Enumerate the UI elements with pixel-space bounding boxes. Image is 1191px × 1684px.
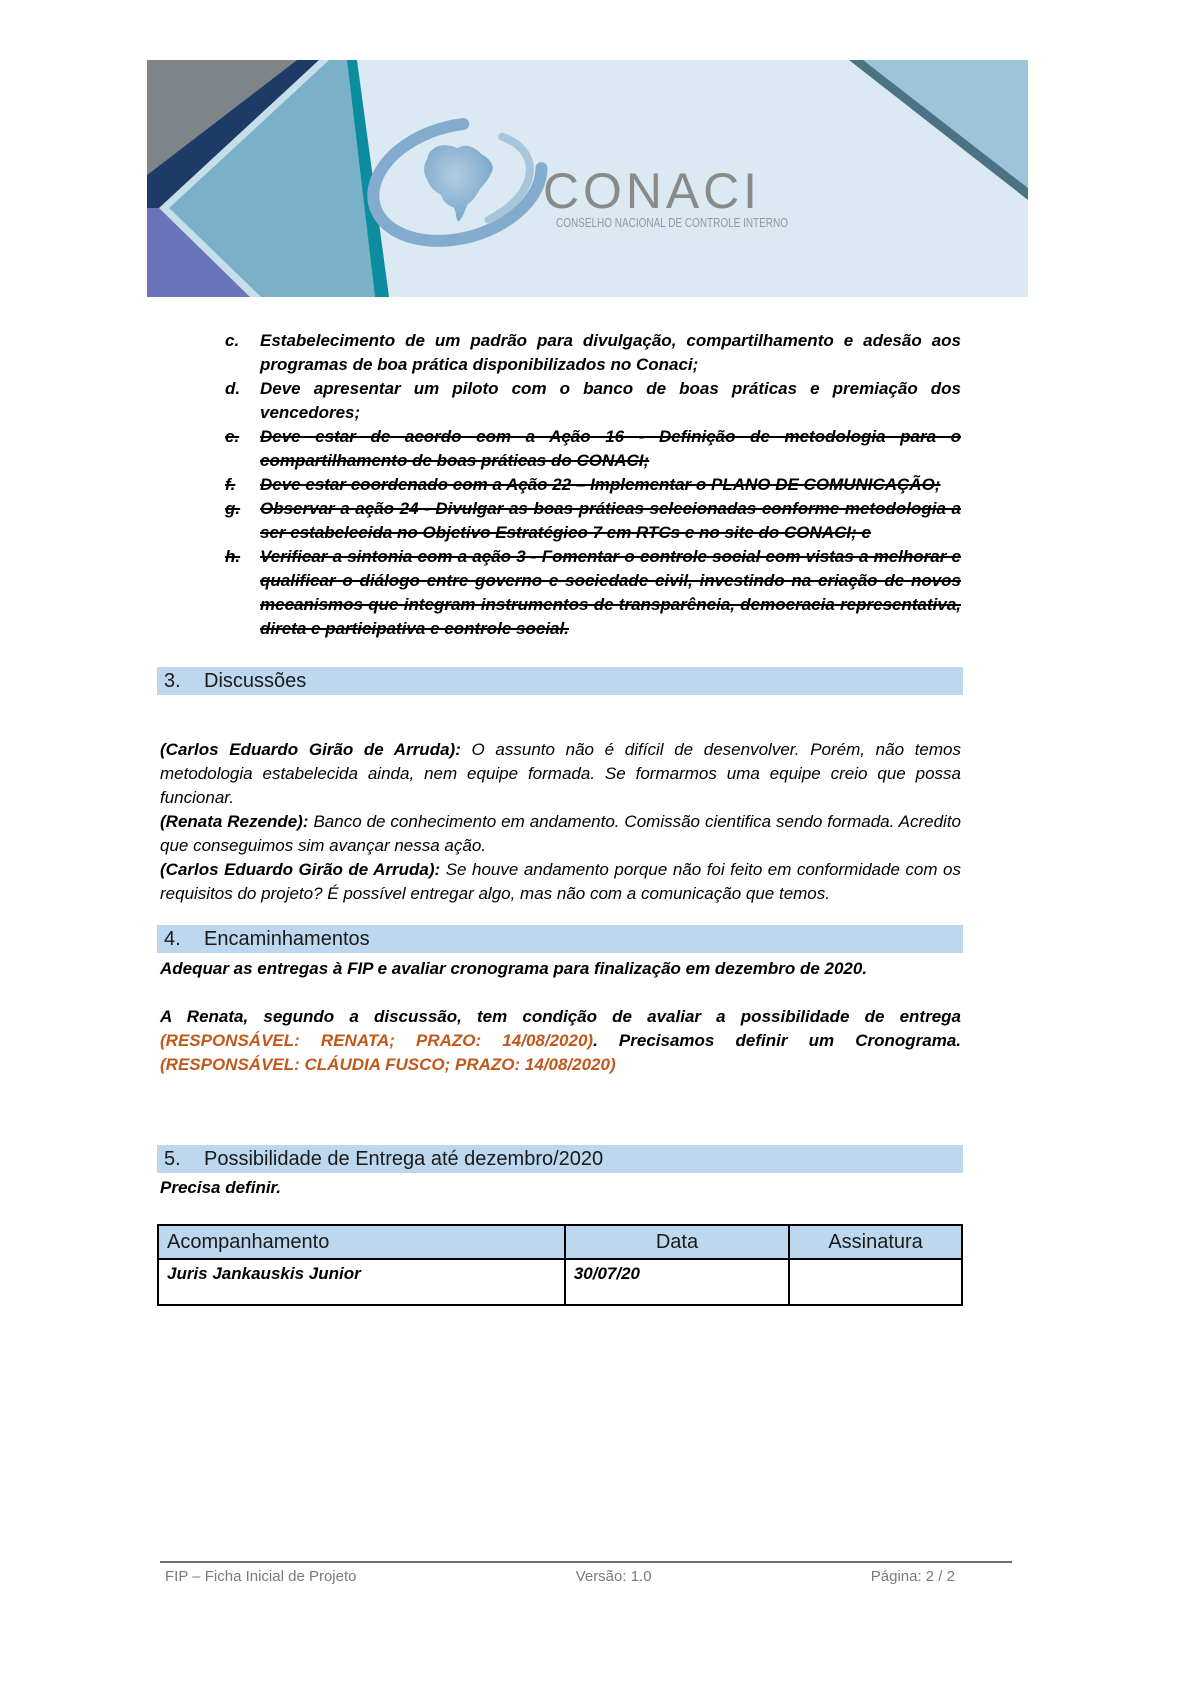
column-header-acompanhamento: Acompanhamento bbox=[158, 1225, 565, 1259]
logo-subtitle: CONSELHO NACIONAL DE CONTROLE INTERNO bbox=[556, 215, 788, 230]
list-item-marker: d. bbox=[225, 379, 241, 398]
cell-acompanhamento: Juris Jankauskis Junior bbox=[158, 1259, 565, 1305]
section-title: Possibilidade de Entrega até dezembro/2020 bbox=[204, 1147, 604, 1170]
table-row bbox=[158, 1259, 962, 1305]
column-header-data: Data bbox=[565, 1225, 789, 1259]
list-item-marker: g. bbox=[225, 499, 241, 518]
speaker-name: (Carlos Eduardo Girão de Arruda): bbox=[160, 860, 441, 879]
encaminhamento-line: Adequar as entregas à FIP e avaliar cronograma para finalização em dezembro de 2020. bbox=[160, 959, 868, 978]
list-item-text: Verificar a sintonia com a ação 3 - Fomentar o controle social com vistas a melhorar e qualificar o diálogo entre governo e sociedade civil, investindo na criação de novos mecanismos que integram instrumentos de transparência, democracia representativa, direta e participativa e controle social. bbox=[260, 547, 961, 638]
cell-data: 30/07/20 bbox=[565, 1259, 789, 1305]
section-number: 4. bbox=[164, 927, 181, 950]
list-item bbox=[160, 545, 961, 641]
encaminhamento-text: A Renata, segundo a discussão, tem condição de avaliar a possibilidade de entrega bbox=[160, 1007, 961, 1026]
list-item bbox=[160, 329, 961, 377]
list-item-marker: f. bbox=[225, 475, 236, 494]
requirement-list bbox=[160, 329, 961, 641]
list-item-text: Observar a ação 24 - Divulgar as boas práticas selecionadas conforme metodologia a ser estabelecida no Objetivo Estratégico 7 em RTCs e no site do CONACI; e bbox=[260, 499, 961, 542]
column-header-assinatura: Assinatura bbox=[789, 1225, 962, 1259]
list-item bbox=[160, 377, 961, 425]
discussion-block bbox=[160, 738, 961, 906]
list-item-marker: e. bbox=[225, 427, 240, 446]
speech-text: Se houve andamento porque não foi feito em conformidade com os requisitos do projeto? É possível entregar algo, mas não com a comunicação que temos. bbox=[160, 860, 961, 903]
section-title: Discussões bbox=[204, 669, 307, 692]
header-banner bbox=[147, 60, 1028, 297]
speaker-name: (Renata Rezende): bbox=[160, 812, 309, 831]
section-header-encaminhamentos bbox=[157, 925, 963, 953]
list-item-marker: c. bbox=[225, 331, 240, 350]
footer-version: Versão: 1.0 bbox=[575, 1568, 652, 1585]
list-item bbox=[160, 425, 961, 473]
logo-title: CONACI bbox=[543, 163, 761, 219]
speech-text: O assunto não é difícil de desenvolver. Porém, não temos metodologia estabelecida ainda, nem equipe formada. Se formarmos uma equipe creio que possa funcionar. bbox=[160, 740, 961, 807]
list-item-text: Deve estar de acordo com a Ação 16 - Definição de metodologia para o compartilhamento de boas práticas do CONACI; bbox=[260, 427, 961, 470]
footer-page-number: Página: 2 / 2 bbox=[870, 1568, 955, 1585]
cell-assinatura bbox=[789, 1259, 962, 1305]
responsavel-highlight: (RESPONSÁVEL: CLÁUDIA FUSCO; PRAZO: 14/08/2020) bbox=[160, 1055, 616, 1074]
list-item bbox=[160, 497, 961, 545]
list-item bbox=[160, 473, 961, 497]
footer-document-title: FIP – Ficha Inicial de Projeto bbox=[165, 1568, 357, 1585]
section-header-entrega bbox=[157, 1145, 963, 1173]
section-title: Encaminhamentos bbox=[204, 927, 370, 950]
list-item-text: Estabelecimento de um padrão para divulgação, compartilhamento e adesão aos programas de boa prática disponibilizados no Conaci; bbox=[260, 331, 961, 374]
section-header-discussoes bbox=[157, 667, 963, 695]
speech-text: Banco de conhecimento em andamento. Comissão cientifica sendo formada. Acredito que conseguimos sim avançar nessa ação. bbox=[160, 812, 961, 855]
banner-graphic bbox=[147, 60, 1028, 297]
speaker-name: (Carlos Eduardo Girão de Arruda): bbox=[160, 740, 461, 759]
page-footer bbox=[160, 1561, 1012, 1585]
section-number: 5. bbox=[164, 1147, 181, 1170]
responsavel-highlight: (RESPONSÁVEL: RENATA; PRAZO: 14/08/2020) bbox=[160, 1031, 594, 1050]
list-item-text: Deve apresentar um piloto com o banco de boas práticas e premiação dos vencedores; bbox=[260, 379, 961, 422]
table-header-row bbox=[158, 1225, 962, 1259]
encaminhamento-paragraph bbox=[160, 1005, 961, 1077]
encaminhamento-text: . Precisamos definir um Cronograma. bbox=[593, 1031, 961, 1050]
follow-up-table bbox=[157, 1224, 963, 1306]
list-item-text: Deve estar coordenado com a Ação 22 – Implementar o PLANO DE COMUNICAÇÃO; bbox=[260, 475, 941, 494]
entrega-note: Precisa definir. bbox=[160, 1178, 281, 1197]
list-item-marker: h. bbox=[225, 547, 241, 566]
section-number: 3. bbox=[164, 669, 181, 692]
